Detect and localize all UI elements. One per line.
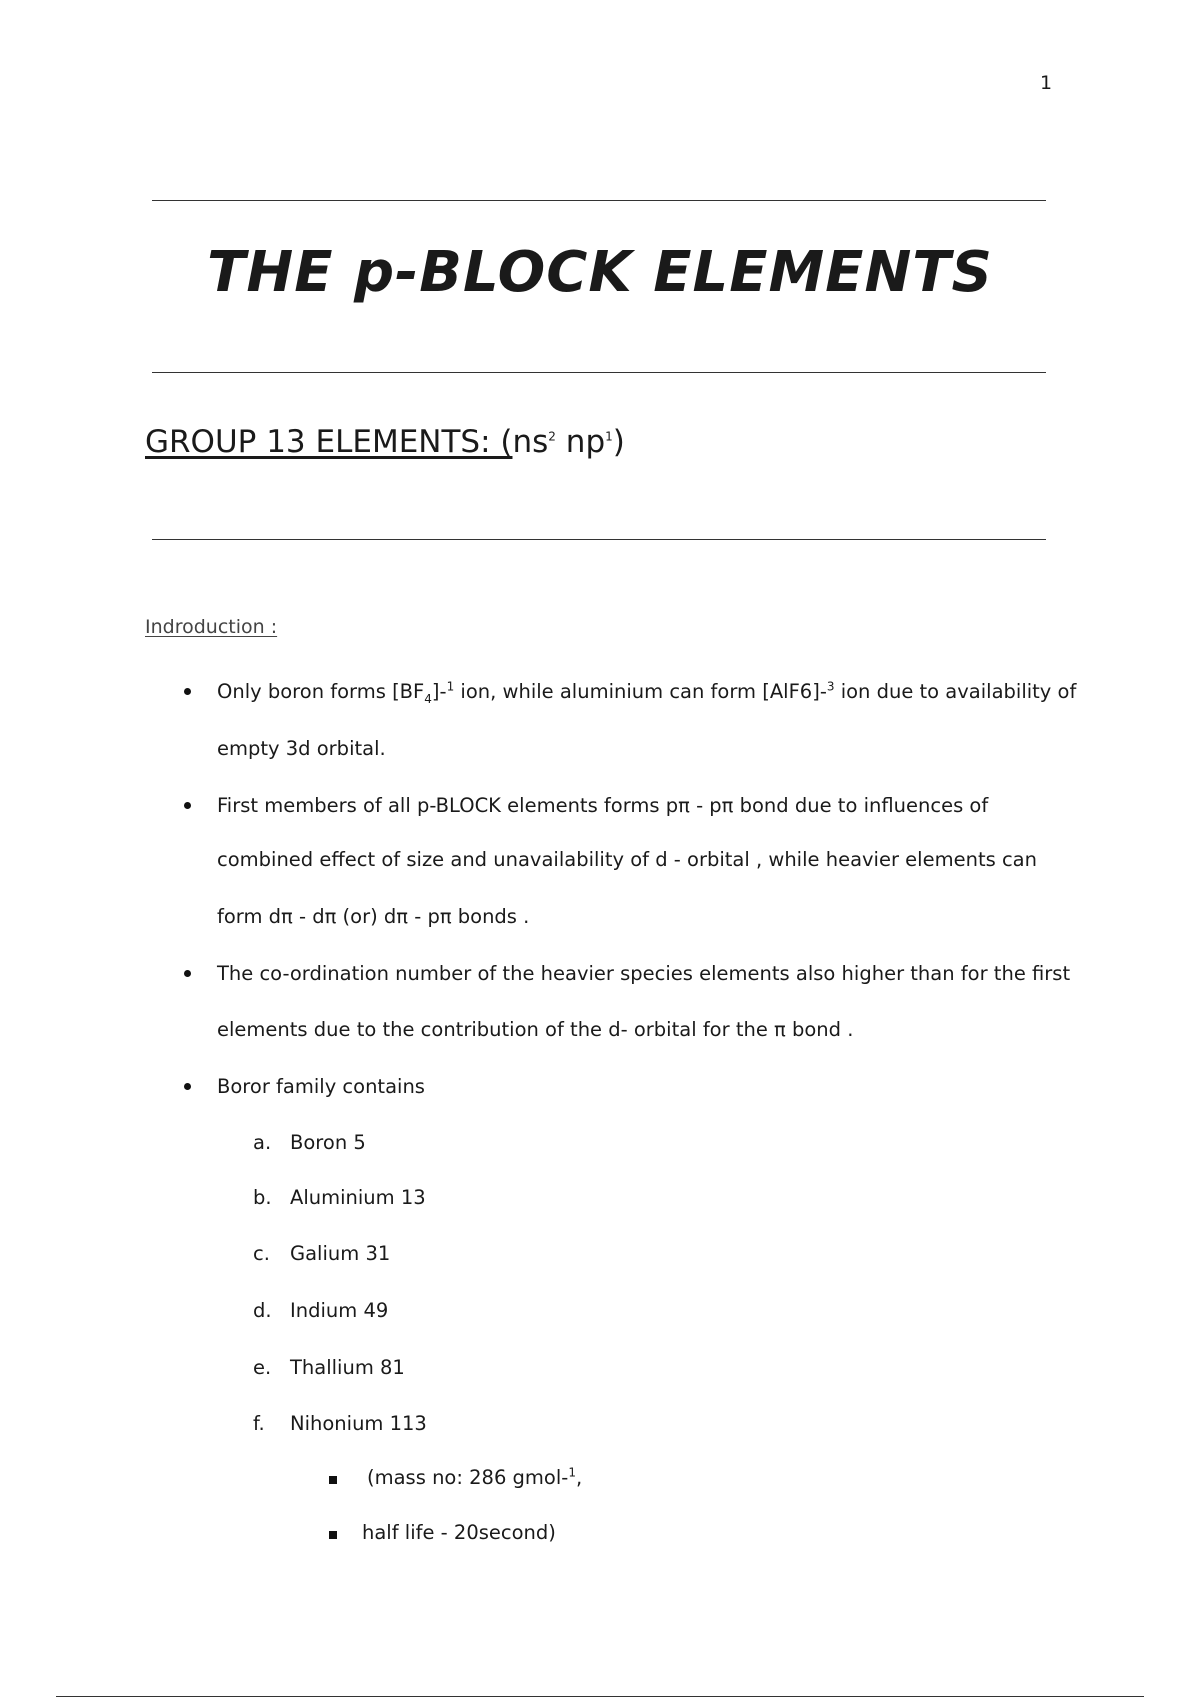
bullet3-line1: The co-ordination number of the heavier species elements also higher than for the first (217, 962, 1071, 985)
family-item: Galium 31 (290, 1242, 391, 1265)
nihonium-mass (367, 1466, 582, 1489)
square-bullet (329, 1531, 337, 1539)
bf4-subscript: 4 (424, 691, 432, 706)
divider-top (152, 200, 1046, 201)
page-number: 1 (1040, 72, 1053, 94)
family-marker: f. (253, 1412, 265, 1435)
divider-below-title (152, 372, 1046, 373)
family-marker: a. (253, 1131, 272, 1154)
family-marker: e. (253, 1356, 272, 1379)
bf4-charge: 1 (446, 679, 455, 694)
bullet-dot (184, 688, 191, 695)
square-bullet (329, 1476, 337, 1484)
mass-exponent: 1 (568, 1465, 576, 1480)
footer-rule (56, 1696, 1144, 1697)
bullet1-text-c: ion, while aluminium can form [AlF6]- (454, 680, 827, 703)
family-marker: b. (253, 1186, 272, 1209)
config-np: np (565, 424, 606, 460)
alf6-charge: 3 (826, 679, 835, 694)
config-close: ) (612, 424, 625, 460)
bullet1-line1 (217, 679, 1077, 706)
bullet1-line2: empty 3d orbital. (217, 737, 386, 760)
bullet-dot (184, 802, 191, 809)
bullet2-line2: combined effect of size and unavailability of d - orbital , while heavier elements can (217, 848, 1037, 871)
family-marker: c. (253, 1242, 270, 1265)
family-item: Thallium 81 (290, 1356, 405, 1379)
config-ns: ns (512, 424, 549, 460)
bullet1-text-d: ion due to availability of (834, 680, 1077, 703)
family-item: Boron 5 (290, 1131, 366, 1154)
nihonium-half-life: half life - 20second) (362, 1521, 556, 1544)
family-marker: d. (253, 1299, 272, 1322)
page-title: THE p-BLOCK ELEMENTS (207, 240, 993, 305)
family-item: Aluminium 13 (290, 1186, 426, 1209)
intro-label: Indroduction : (145, 616, 278, 638)
group-heading-label: GROUP 13 ELEMENTS: ( (145, 424, 513, 460)
mass-end: , (575, 1466, 583, 1489)
config-np-exp: 1 (605, 429, 613, 444)
config-ns-exp: 2 (548, 429, 556, 444)
mass-text: (mass no: 286 gmol- (367, 1466, 569, 1489)
bullet3-line2: elements due to the contribution of the d- orbital for the π bond . (217, 1018, 854, 1041)
bullet-dot (184, 970, 191, 977)
family-item: Nihonium 113 (290, 1412, 427, 1435)
bullet1-text-b: ]- (431, 680, 447, 703)
bullet1-text-a: Only boron forms [BF (217, 680, 425, 703)
bullet2-line1: First members of all p-BLOCK elements forms pπ - pπ bond due to influences of (217, 794, 989, 817)
bullet2-line3: form dπ - dπ (or) dπ - pπ bonds . (217, 905, 530, 928)
divider-below-heading (152, 539, 1046, 540)
bullet-dot (184, 1083, 191, 1090)
bullet4-line: Boror family contains (217, 1075, 425, 1098)
family-item: Indium 49 (290, 1299, 389, 1322)
group-heading (145, 424, 625, 460)
